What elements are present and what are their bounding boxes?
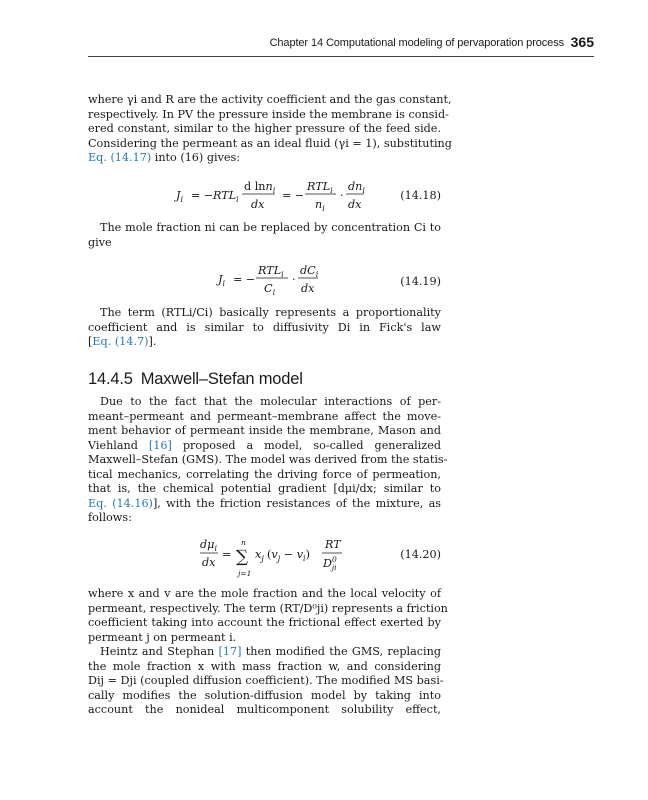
text-line: give [88, 235, 112, 249]
svg-text:d lnni: d lnn$_i$ [244, 180, 276, 195]
reference-link[interactable]: [16] [148, 438, 172, 452]
svg-text:dCi: $dC_i$ [300, 264, 319, 279]
text-line: Maxwell–Stefan (GMS). The model was derived from the statis- [88, 453, 448, 466]
section-title: Maxwell–Stefan model [140, 370, 303, 388]
svg-text:Ci: $C_i$ [264, 282, 276, 297]
svg-text:xj: $x_j$ [255, 548, 264, 563]
equation-graphic [218, 264, 418, 300]
paragraph-5 [88, 587, 448, 645]
svg-text:dμi: $d\mu_i$ [200, 538, 217, 553]
text-line: coefficient taking into account the frictional effect exerted by [88, 616, 441, 629]
equation-graphic [200, 534, 400, 580]
text-fragment: into (16) gives: [151, 151, 241, 164]
svg-text:dni: $dn_i$ [348, 180, 365, 195]
svg-text:RTLi: $RTL_i$ [307, 180, 333, 195]
text-line: The mole fraction ni can be replaced by concentration Ci to [100, 221, 441, 234]
equation-link[interactable]: Eq. (14.16) [88, 496, 153, 510]
text-line [88, 645, 441, 660]
reference-link[interactable]: [17] [218, 645, 242, 658]
text-fragment: Viehland [88, 438, 149, 452]
running-title: Chapter 14 Computational modeling of pervaporation process [269, 37, 564, 49]
text-fragment: proposed a model, so-called generalized [171, 438, 441, 452]
svg-text:∑: ∑ [236, 547, 249, 567]
text-line: meant–permeant and permeant–membrane affect the move- [88, 409, 441, 423]
svg-text:= −: = − [233, 273, 256, 286]
svg-text:RT: RT [325, 538, 341, 551]
svg-text:(vj − vi): $(v_j - v_i)$ [267, 548, 310, 563]
svg-text:dx: dx [348, 198, 362, 211]
text-line: ment behavior of permeant inside the membrane, Mason and [88, 424, 441, 437]
text-line: Due to the fact that the molecular interactions of per- [100, 395, 441, 408]
text-line: tical mechanics, correlating the driving force of permeation, [88, 467, 441, 481]
equation-14-20 [88, 534, 441, 580]
equation-14-19 [88, 264, 441, 300]
svg-text:= −: = − [282, 189, 305, 202]
text-fragment: ], with the friction resistances of the mixture, as [152, 496, 441, 510]
text-line [88, 497, 441, 512]
svg-text:Ji: $J_i$ [176, 189, 184, 204]
text-line: Dij = Dji (coupled diffusion coefficient). The modified MS basi- [88, 674, 444, 687]
paragraph-4 [88, 395, 448, 526]
text-line: account the nonideal multicomponent solubility effect, [88, 703, 441, 716]
equation-number: (14.18) [400, 189, 441, 202]
svg-text:RTLi: $RTL_i$ [258, 264, 284, 279]
svg-text:dx: dx [251, 198, 265, 211]
text-line [88, 335, 441, 350]
svg-text:n: n [241, 538, 246, 547]
text-fragment: Heintz and Stephan [100, 645, 219, 658]
equation-number: (14.20) [400, 548, 441, 561]
equation-14-18 [88, 178, 441, 214]
paragraph-3 [88, 306, 441, 350]
section-number: 14.4.5 [88, 370, 133, 388]
text-line: permeant j on permeant i. [88, 630, 237, 644]
svg-text:= −: = − [191, 189, 214, 202]
text-line: ered constant, similar to the higher pressure of the feed side. [88, 122, 441, 135]
section-heading [88, 370, 303, 389]
text-line: that is, the chemical potential gradient [dμi/dx; similar to [88, 482, 441, 495]
text-line: permeant, respectively. The term (RT/D⁰ji) represents a friction [88, 601, 448, 615]
running-header [88, 34, 594, 54]
header-rule [88, 56, 594, 57]
svg-text:·: · [292, 273, 296, 286]
text-fragment: then modified the GMS, replacing [241, 645, 441, 658]
text-line: the mole fraction x with mass fraction w, and considering [88, 659, 441, 673]
svg-text:RTLi: $RTL_i$ [213, 189, 239, 204]
paragraph-6 [88, 645, 444, 718]
text-line: where x and v are the mole fraction and the local velocity of [88, 587, 441, 600]
text-line [88, 151, 441, 166]
text-line: coefficient and is similar to diffusivity Di in Fick's law [88, 320, 441, 334]
text-fragment: [ [88, 335, 93, 348]
text-line: cally modifies the solution-diffusion model by taking into [88, 688, 441, 702]
text-fragment: ]. [148, 335, 157, 348]
svg-text:·: · [340, 189, 344, 202]
paragraph-2 [88, 221, 441, 250]
text-line: follows: [88, 511, 132, 524]
text-line: respectively. In PV the pressure inside the membrane is consid- [88, 107, 449, 121]
equation-link[interactable]: Eq. (14.17) [88, 151, 152, 164]
svg-text:D0ji: $D^0$ ji [323, 555, 337, 572]
svg-text:dx: dx [301, 282, 315, 295]
text-line [88, 439, 441, 454]
equation-link[interactable]: Eq. (14.7) [92, 335, 149, 348]
text-line: The term (RTLi/Ci) basically represents a proportionality [100, 306, 441, 319]
svg-text:dx: dx [202, 556, 216, 569]
svg-text:=: = [222, 548, 232, 561]
equation-number: (14.19) [400, 275, 441, 288]
paragraph-1 [88, 93, 452, 166]
svg-text:ni: $n_i$ [315, 198, 325, 213]
svg-text:j=1: j=1 [238, 569, 252, 578]
page-number: 365 [570, 34, 594, 50]
text-line: where γi and R are the activity coefficient and the gas constant, [88, 93, 452, 106]
text-line: Considering the permeant as an ideal fluid (γi = 1), substituting [88, 136, 452, 150]
svg-text:Ji: $J_i$ [218, 273, 226, 288]
